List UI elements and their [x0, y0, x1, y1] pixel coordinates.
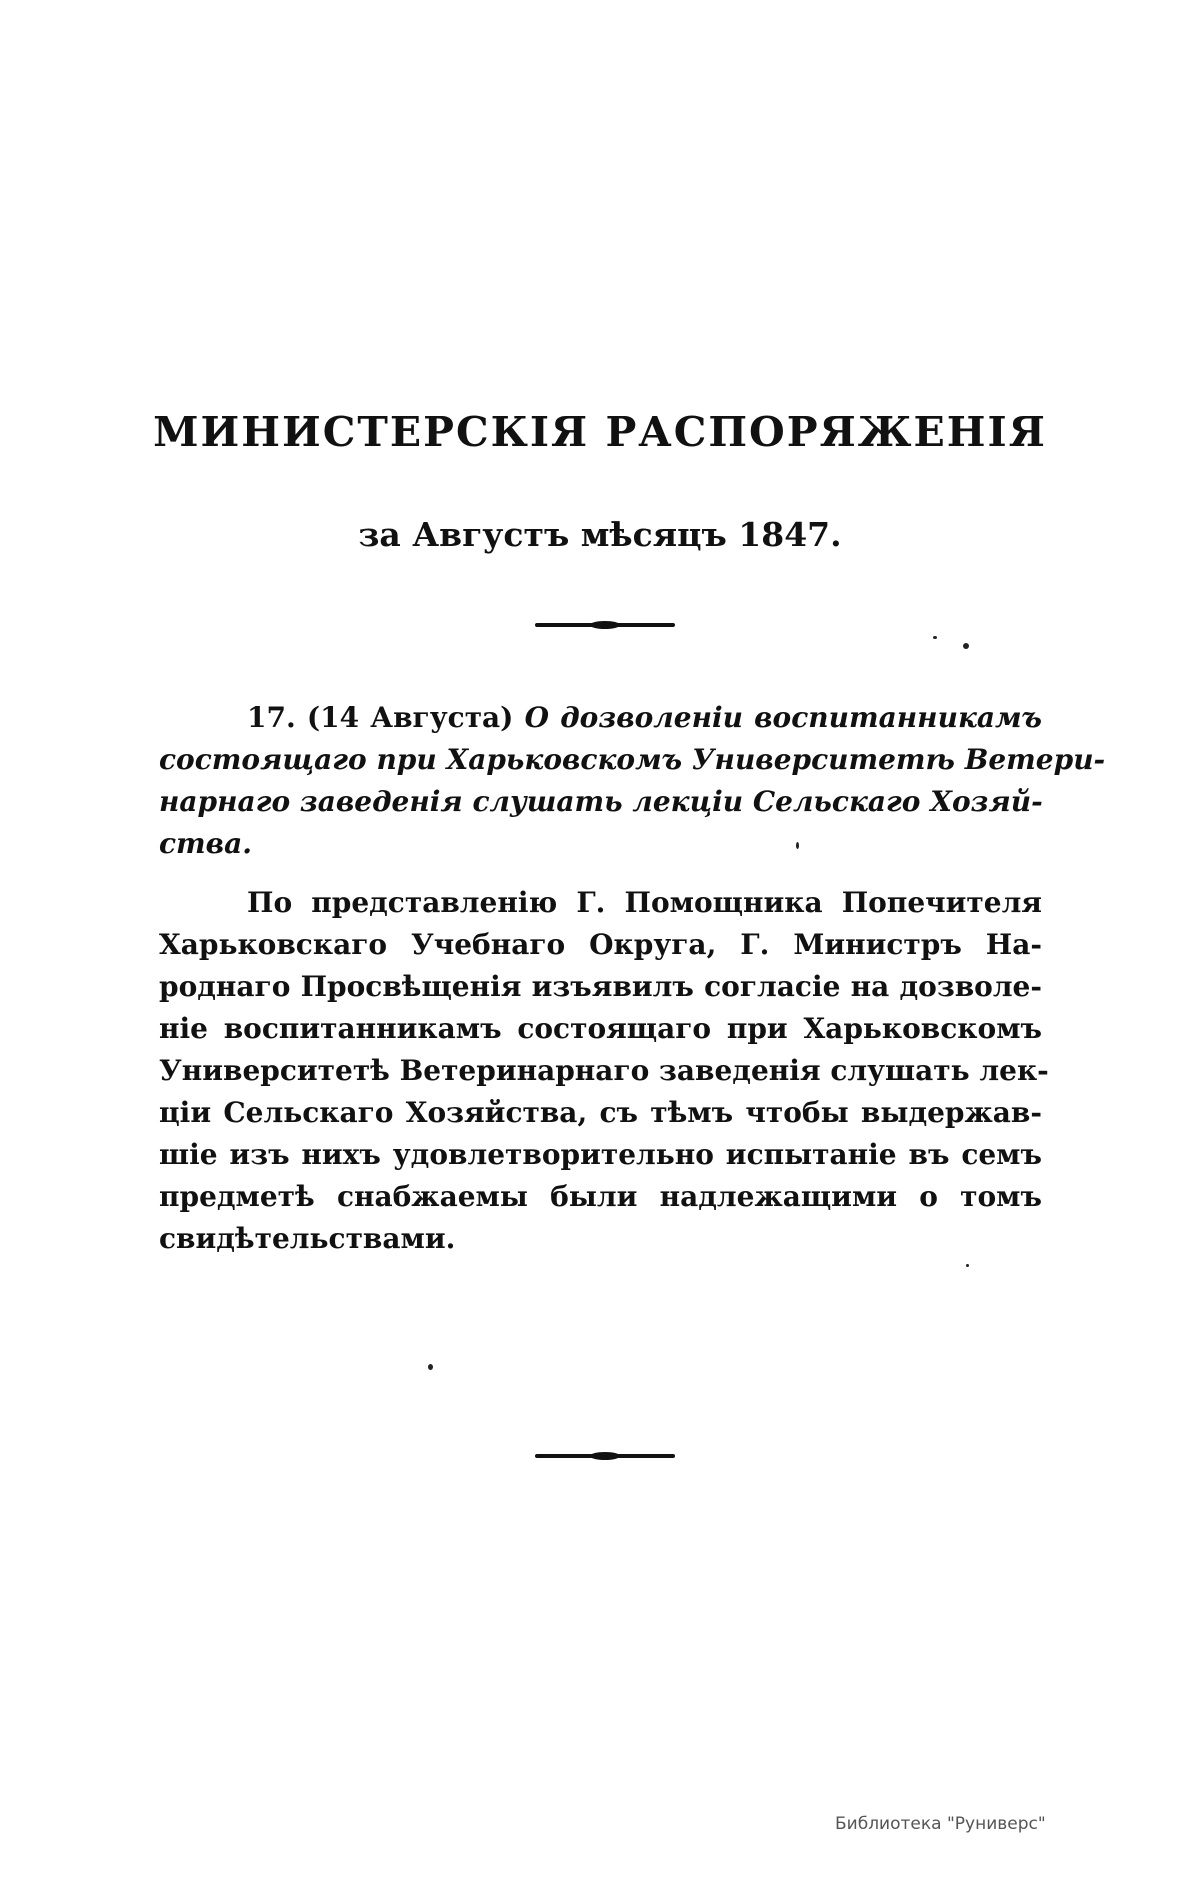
decree-title-start: О дозволеніи воспитанникамъ	[524, 701, 1043, 734]
ornamental-rule-bottom	[535, 1454, 675, 1458]
body-line: свидѣтельствами.	[159, 1222, 456, 1255]
scan-speck	[933, 636, 937, 639]
ornamental-rule-top	[535, 623, 675, 627]
body-line: предметѣ снабжаемы были надлежащими о томъ	[159, 1180, 1042, 1213]
decree-body	[159, 882, 1049, 1260]
page-subtitle: за Августъ мѣсяцъ 1847.	[358, 515, 842, 554]
decree-number: 17.	[247, 701, 296, 734]
heading-line	[159, 697, 1042, 739]
scan-speck	[796, 842, 799, 849]
heading-line: нарнаго заведенія слушать лекціи Сельскаго Хозяй-	[159, 785, 1043, 818]
library-watermark: Библиотека "Руниверс"	[835, 1814, 1046, 1834]
body-line: шіе изъ нихъ удовлетворительно испытаніе въ семъ	[159, 1138, 1042, 1171]
scan-speck	[963, 643, 969, 649]
body-line: роднаго Просвѣщенія изъявилъ согласіе на дозволе-	[159, 970, 1042, 1003]
body-line: ціи Сельскаго Хозяйства, съ тѣмъ чтобы выдержав-	[159, 1096, 1042, 1129]
body-line: Харьковскаго Учебнаго Округа, Г. Министръ На-	[159, 928, 1042, 961]
body-line: Университетѣ Ветеринарнаго заведенія слушать лек-	[159, 1054, 1049, 1087]
body-line: ніе воспитанникамъ состоящаго при Харьковскомъ	[159, 1012, 1042, 1045]
body-line: По представленію Г. Помощника Попечителя	[247, 886, 1042, 919]
scan-speck	[428, 1364, 433, 1370]
scan-speck	[966, 1264, 969, 1267]
decree-heading	[159, 697, 1106, 865]
heading-line: ства.	[159, 827, 252, 860]
heading-line: состоящаго при Харьковскомъ Университетѣ Ветери-	[159, 743, 1106, 776]
decree-date: (14 Августа)	[306, 701, 514, 734]
page-title: МИНИСТЕРСКІЯ РАСПОРЯЖЕНІЯ	[153, 408, 1047, 456]
